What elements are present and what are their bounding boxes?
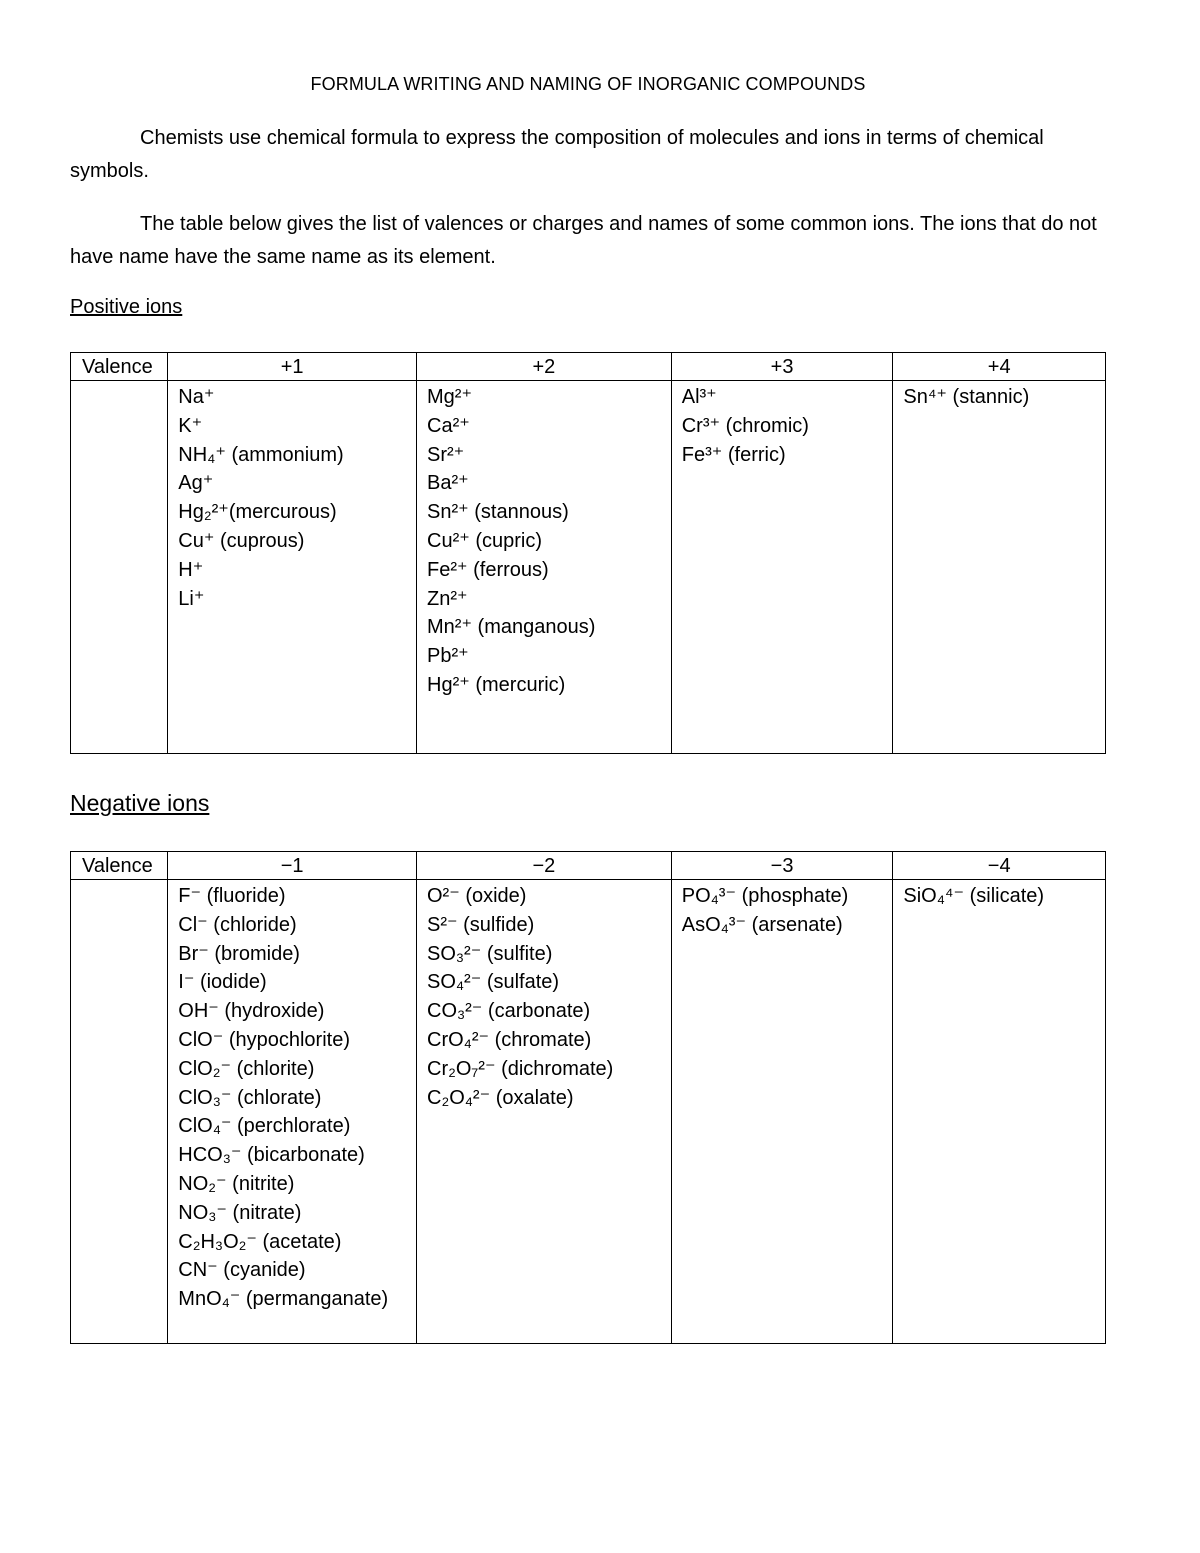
ion-entry: Pb²⁺ (427, 645, 469, 668)
ion-entry: I⁻ (iodide) (178, 971, 267, 994)
ion-entry: SiO₄⁴⁻ (silicate) (903, 885, 1045, 907)
ions-plus2-cell (417, 381, 672, 754)
ion-entry: F⁻ (fluoride) (178, 885, 286, 907)
ion-entry: Al³⁺ (681, 386, 717, 408)
ion-entry: Cu²⁺ (cupric) (427, 529, 543, 552)
valence-plus3-header: +3 (671, 353, 893, 381)
table-description-paragraph: The table below gives the list of valences or charges and names of some common ions. The ions that do not have name have the same name as its element. (70, 213, 1097, 268)
ion-entry: O²⁻ (oxide) (427, 885, 527, 907)
valence-label-cell (71, 381, 168, 754)
valence-header: Valence (71, 852, 168, 880)
valence-label-cell (71, 880, 168, 1344)
ion-entry: Fe³⁺ (ferric) (681, 443, 786, 466)
ions-plus3-cell (671, 381, 893, 754)
ion-entry: Hg₂²⁺(mercurous) (178, 501, 337, 524)
intro-paragraph: Chemists use chemical formula to express the composition of molecules and ions in terms of chemical symbols. (70, 127, 1044, 182)
positive-ions-table (70, 352, 1106, 754)
ion-entry: CrO₄²⁻ (chromate) (427, 1028, 592, 1051)
ion-entry: Br⁻ (bromide) (178, 942, 300, 965)
ion-entry: ClO₄⁻ (perchlorate) (178, 1115, 351, 1138)
positive-ions-heading: Positive ions (70, 296, 183, 318)
ion-entry: SO₄²⁻ (sulfate) (427, 971, 560, 994)
ions-minus2-cell (417, 880, 672, 1344)
valence-plus1-header: +1 (168, 353, 417, 381)
ion-entry: Sr²⁺ (427, 443, 465, 466)
table-row (71, 381, 1106, 754)
valence-minus3-header: −3 (671, 852, 893, 880)
valence-plus4-header: +4 (893, 353, 1106, 381)
ion-entry: Na⁺ (178, 386, 215, 408)
ion-entry: Hg²⁺ (mercuric) (427, 673, 566, 696)
ion-entry: Mg²⁺ (427, 386, 472, 408)
ion-entry: Fe²⁺ (ferrous) (427, 558, 549, 581)
valence-minus4-header: −4 (893, 852, 1106, 880)
ion-entry: AsO₄³⁻ (arsenate) (681, 913, 843, 936)
ion-entry: ClO₃⁻ (chlorate) (178, 1086, 322, 1109)
ion-entry: Cr³⁺ (chromic) (681, 414, 809, 437)
ion-entry: S²⁻ (sulfide) (427, 913, 535, 936)
ions-plus1-cell (168, 381, 417, 754)
ion-entry: Cr₂O₇²⁻ (dichromate) (427, 1057, 614, 1080)
ion-entry: ClO⁻ (hypochlorite) (178, 1028, 350, 1051)
ion-entry: NH₄⁺ (ammonium) (178, 443, 344, 466)
ion-entry: C₂H₃O₂⁻ (acetate) (178, 1230, 342, 1253)
ion-entry: NO₃⁻ (nitrate) (178, 1201, 302, 1224)
ion-entry: K⁺ (178, 414, 203, 437)
table-header-row (71, 852, 1106, 880)
valence-minus2-header: −2 (417, 852, 672, 880)
ion-entry: Cl⁻ (chloride) (178, 913, 297, 936)
ion-entry: Sn⁴⁺ (stannic) (903, 386, 1030, 408)
ion-entry: H⁺ (178, 558, 204, 581)
ions-minus1-cell (168, 880, 417, 1344)
ions-minus4-cell (893, 880, 1106, 1344)
ions-minus3-cell (671, 880, 893, 1344)
ion-entry: Sn²⁺ (stannous) (427, 501, 569, 524)
ion-entry: OH⁻ (hydroxide) (178, 1000, 325, 1023)
ion-entry: CN⁻ (cyanide) (178, 1259, 306, 1282)
negative-ions-table (70, 851, 1106, 1344)
table-header-row (71, 353, 1106, 381)
ion-entry: Zn²⁺ (427, 587, 468, 610)
ion-entry: MnO₄⁻ (permanganate) (178, 1288, 389, 1311)
ion-entry: NO₂⁻ (nitrite) (178, 1172, 295, 1195)
ion-entry: Ba²⁺ (427, 472, 469, 495)
ions-plus4-cell (893, 381, 1106, 754)
ion-entry: C₂O₄²⁻ (oxalate) (427, 1086, 574, 1109)
valence-header: Valence (71, 353, 168, 381)
ion-entry: Mn²⁺ (manganous) (427, 616, 596, 639)
ion-entry: ClO₂⁻ (chlorite) (178, 1057, 315, 1080)
ion-entry: Cu⁺ (cuprous) (178, 529, 305, 552)
ion-entry: HCO₃⁻ (bicarbonate) (178, 1144, 365, 1167)
ion-entry: SO₃²⁻ (sulfite) (427, 942, 553, 965)
valence-plus2-header: +2 (417, 353, 672, 381)
valence-minus1-header: −1 (168, 852, 417, 880)
ion-entry: Li⁺ (178, 587, 205, 610)
ion-entry: Ca²⁺ (427, 414, 470, 437)
table-row (71, 880, 1106, 1344)
negative-ions-heading: Negative ions (70, 790, 210, 816)
ion-entry: Ag⁺ (178, 472, 214, 495)
document-title: FORMULA WRITING AND NAMING OF INORGANIC COMPOUNDS (310, 74, 866, 94)
ion-entry: CO₃²⁻ (carbonate) (427, 1000, 591, 1023)
ion-entry: PO₄³⁻ (phosphate) (681, 885, 849, 907)
